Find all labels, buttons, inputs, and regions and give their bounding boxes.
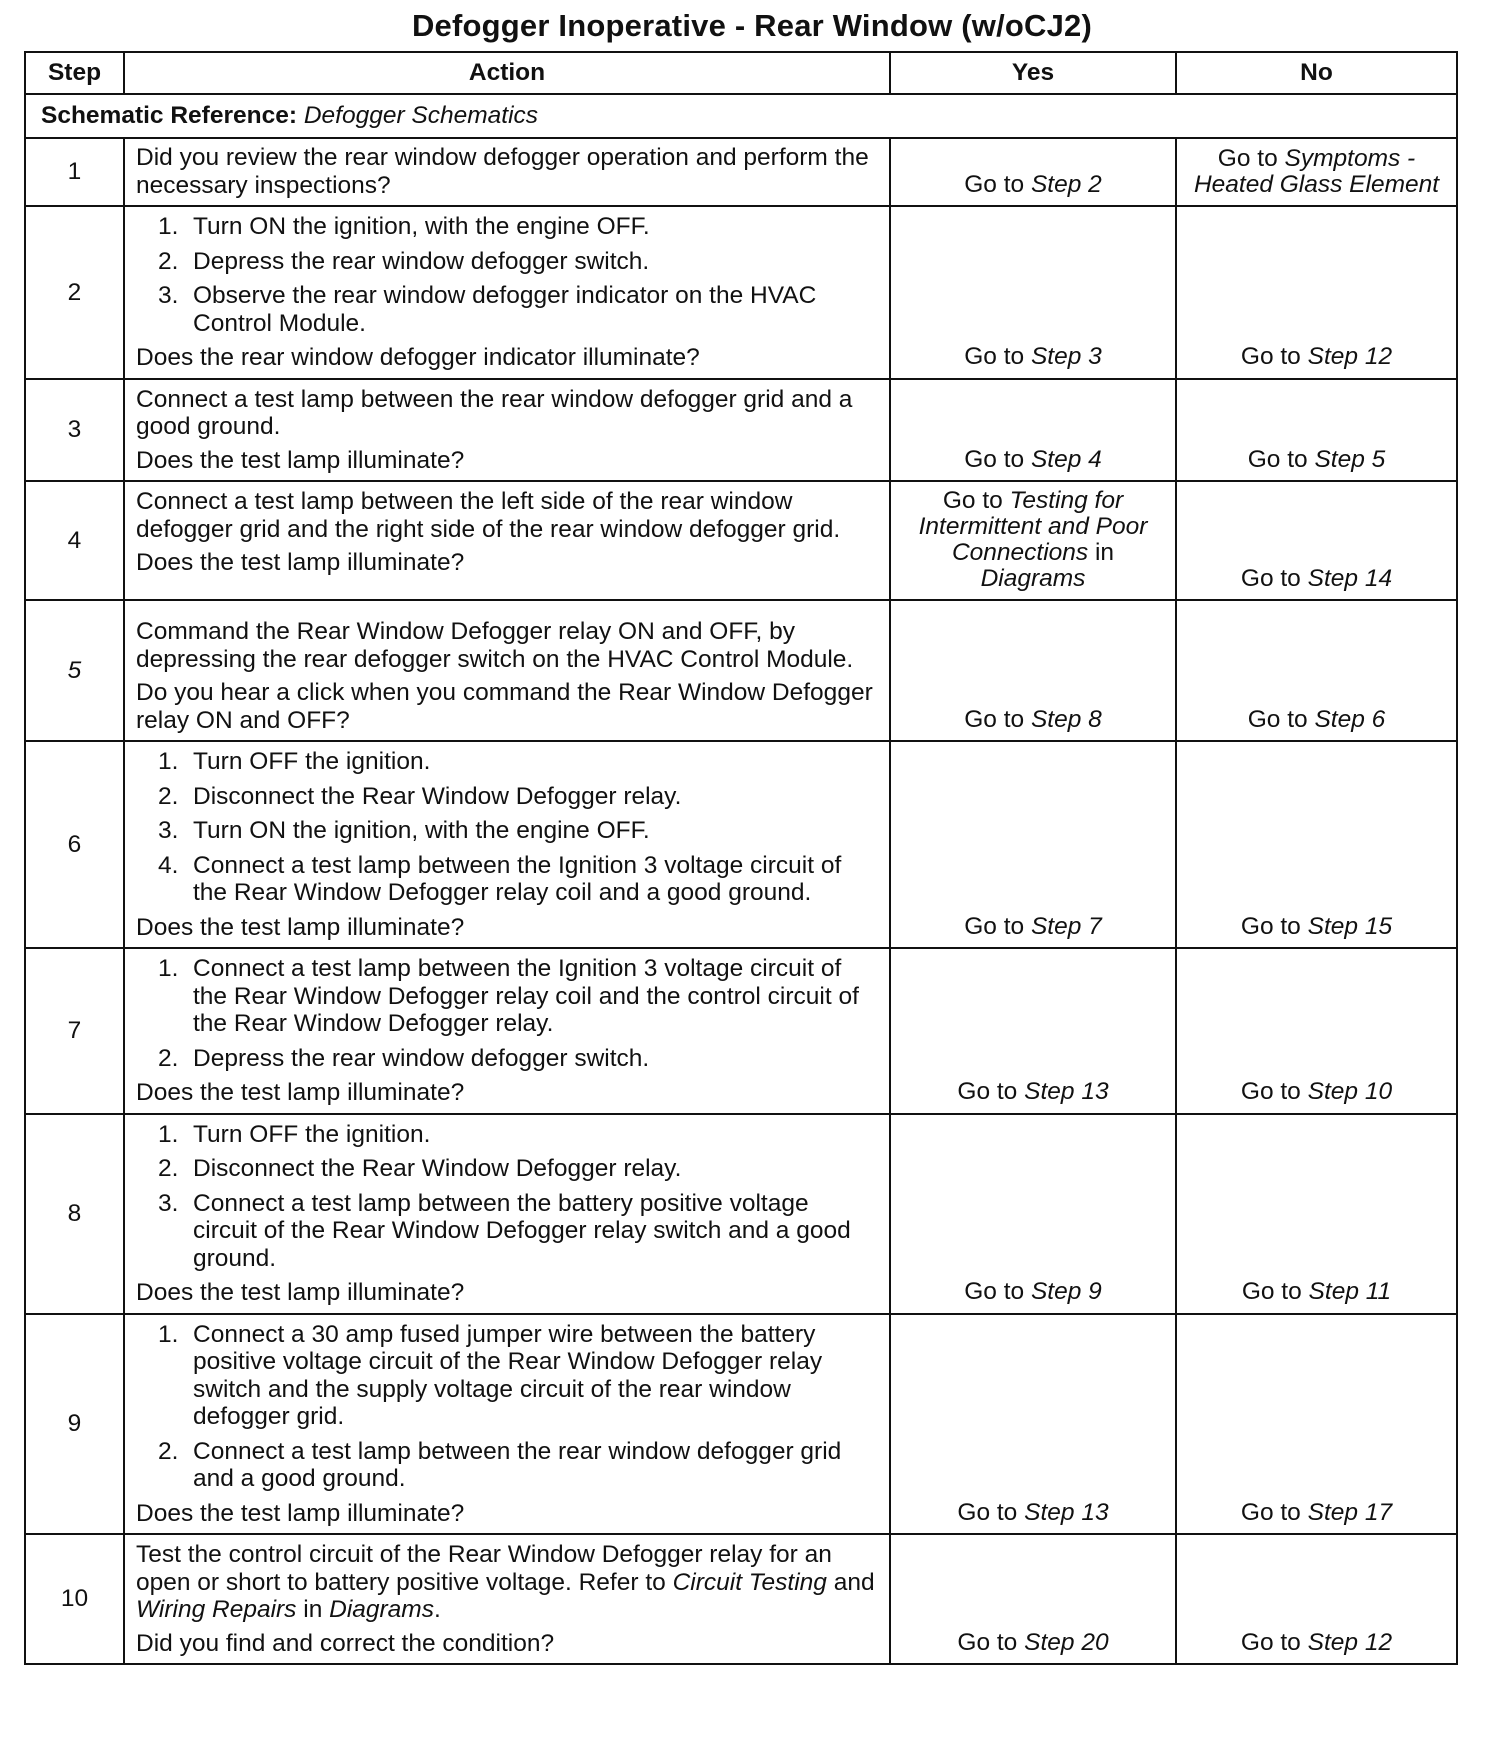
no-link[interactable]: Step 11 bbox=[1308, 1278, 1392, 1305]
no-link[interactable]: Step 12 bbox=[1307, 1628, 1393, 1656]
table-row bbox=[25, 1314, 1457, 1535]
step-number: 10 bbox=[25, 1534, 124, 1664]
diagrams-link[interactable]: Diagrams bbox=[329, 1596, 434, 1623]
list-item: 2. Disconnect the Rear Window Defogger relay. bbox=[158, 1155, 682, 1182]
list-item: 1. Connect a test lamp between the Ignition 3 voltage circuit of the Rear Window Defogger relay coil and the control circuit of the Rear Window Defogger relay. bbox=[158, 955, 859, 1037]
yes-link[interactable]: Step 2 bbox=[1030, 170, 1102, 198]
header-action: Action bbox=[124, 52, 890, 94]
question-text: Did you find and correct the condition? bbox=[136, 1629, 555, 1657]
no-cell: Go to Step 6 bbox=[1176, 600, 1457, 741]
yes-link[interactable]: Step 7 bbox=[1030, 912, 1102, 940]
no-link[interactable]: Step 17 bbox=[1307, 1498, 1393, 1526]
yes-cell: Go to Step 8 bbox=[890, 600, 1176, 741]
yes-cell: Go to Step 7 bbox=[890, 741, 1176, 948]
header-yes: Yes bbox=[890, 52, 1176, 94]
no-cell: Go to Step 5 bbox=[1176, 379, 1457, 482]
question-text: Does the test lamp illuminate? bbox=[136, 549, 465, 576]
list-item: 4. Connect a test lamp between the Ignition 3 voltage circuit of the Rear Window Defogger relay coil and a good ground. bbox=[158, 851, 842, 906]
step-list bbox=[136, 748, 879, 907]
list-item: 3. Connect a test lamp between the battery positive voltage circuit of the Rear Window Defogger relay switch and a good ground. bbox=[158, 1189, 851, 1272]
step-list bbox=[136, 955, 879, 1072]
question-text: Does the test lamp illuminate? bbox=[136, 913, 465, 941]
yes-cell: Go to Step 13 bbox=[890, 1314, 1176, 1535]
step-number: 9 bbox=[25, 1314, 124, 1535]
no-cell: Go to Step 11 bbox=[1176, 1114, 1457, 1314]
diagnostic-table bbox=[24, 51, 1458, 1665]
no-link[interactable]: Step 15 bbox=[1307, 912, 1393, 940]
no-cell: Go to Step 12 bbox=[1176, 1534, 1457, 1664]
question-text: Does the test lamp illuminate? bbox=[136, 1279, 465, 1306]
step-number: 7 bbox=[25, 948, 124, 1114]
yes-cell: Go to Testing for Intermittent and Poor Connections in Diagrams bbox=[890, 481, 1176, 600]
yes-cell: Go to Step 20 bbox=[890, 1534, 1176, 1664]
yes-cell: Go to Step 9 bbox=[890, 1114, 1176, 1314]
question-text: Does the test lamp illuminate? bbox=[136, 446, 465, 474]
action-text: Test the control circuit of the Rear Window Defogger relay for an open or short to battery positive voltage. Refer to Circuit Testing and Wiring Repairs in Diagrams. bbox=[136, 1541, 875, 1623]
yes-link[interactable]: Testing for Intermittent and Poor Connections bbox=[918, 487, 1148, 566]
step-number: 3 bbox=[25, 379, 124, 482]
action-text: Connect a test lamp between the rear window defogger grid and a good ground. bbox=[136, 385, 853, 440]
action-text: Connect a test lamp between the left side of the rear window defogger grid and the right side of the rear window defogger grid. bbox=[136, 488, 841, 543]
yes-link[interactable]: Step 8 bbox=[1030, 705, 1102, 733]
step-number: 2 bbox=[25, 206, 124, 379]
yes-link[interactable]: Step 9 bbox=[1030, 1278, 1102, 1305]
header-row bbox=[25, 52, 1457, 94]
action-cell bbox=[124, 206, 890, 379]
action-cell bbox=[124, 138, 890, 206]
action-cell bbox=[124, 948, 890, 1114]
yes-cell: Go to Step 4 bbox=[890, 379, 1176, 482]
no-cell: Go to Step 12 bbox=[1176, 206, 1457, 379]
list-item: 2. Connect a test lamp between the rear window defogger grid and a good ground. bbox=[158, 1437, 842, 1492]
no-cell bbox=[1176, 138, 1457, 206]
yes-cell: Go to Step 3 bbox=[890, 206, 1176, 379]
schematic-reference bbox=[25, 94, 1457, 138]
schematic-link[interactable]: Defogger Schematics bbox=[303, 102, 539, 130]
action-cell bbox=[124, 379, 890, 482]
action-cell bbox=[124, 1114, 890, 1314]
list-item: 1. Turn ON the ignition, with the engine OFF. bbox=[158, 213, 650, 240]
action-cell bbox=[124, 600, 890, 741]
table-row bbox=[25, 600, 1457, 741]
yes-cell bbox=[890, 138, 1176, 206]
list-item: 1. Connect a 30 amp fused jumper wire between the battery positive voltage circuit of the Rear Window Defogger relay switch and the supply voltage circuit of the rear window defogger grid. bbox=[158, 1320, 823, 1430]
action-cell bbox=[124, 1534, 890, 1664]
list-item: 3. Observe the rear window defogger indicator on the HVAC Control Module. bbox=[158, 282, 817, 337]
question-text: Does the test lamp illuminate? bbox=[136, 1079, 465, 1106]
yes-link[interactable]: Step 4 bbox=[1030, 445, 1102, 473]
no-link[interactable]: Step 5 bbox=[1314, 445, 1386, 473]
step-number: 1 bbox=[25, 138, 124, 206]
step-number: 6 bbox=[25, 741, 124, 948]
no-link[interactable]: Symptoms - bbox=[1284, 145, 1416, 172]
list-item: 1. Turn OFF the ignition. bbox=[158, 1120, 431, 1148]
question-text: Do you hear a click when you command the Rear Window Defogger relay ON and OFF? bbox=[136, 679, 873, 734]
no-link[interactable]: Step 14 bbox=[1307, 564, 1393, 592]
table-row bbox=[25, 481, 1457, 600]
wiring-repairs-link[interactable]: Wiring Repairs bbox=[136, 1596, 297, 1623]
schematic-row bbox=[25, 94, 1457, 138]
list-item: 2. Disconnect the Rear Window Defogger relay. bbox=[158, 782, 682, 810]
yes-link[interactable]: Step 20 bbox=[1024, 1628, 1109, 1656]
header-step: Step bbox=[25, 52, 124, 94]
schematic-label: Schematic Reference: bbox=[41, 102, 298, 130]
action-cell bbox=[124, 481, 890, 600]
yes-cell: Go to Step 13 bbox=[890, 948, 1176, 1114]
action-text: Command the Rear Window Defogger relay ON and OFF, by depressing the rear defogger switch on the HVAC Control Module. bbox=[136, 618, 854, 673]
yes-link-2[interactable]: Diagrams bbox=[980, 565, 1086, 592]
header-no: No bbox=[1176, 52, 1457, 94]
action-cell bbox=[124, 741, 890, 948]
no-link[interactable]: Step 12 bbox=[1307, 343, 1393, 370]
action-cell bbox=[124, 1314, 890, 1535]
step-list bbox=[136, 1321, 879, 1493]
yes-prefix: Go to bbox=[964, 170, 1031, 198]
step-list bbox=[136, 213, 879, 337]
list-item: 3. Turn ON the ignition, with the engine OFF. bbox=[158, 817, 650, 844]
step-number: 4 bbox=[25, 481, 124, 600]
list-item: 2. Depress the rear window defogger switch. bbox=[158, 1044, 650, 1072]
no-cell: Go to Step 10 bbox=[1176, 948, 1457, 1114]
list-item: 1. Turn OFF the ignition. bbox=[158, 748, 431, 775]
step-number: 8 bbox=[25, 1114, 124, 1314]
no-cell: Go to Step 15 bbox=[1176, 741, 1457, 948]
no-link[interactable]: Step 10 bbox=[1307, 1078, 1393, 1105]
circuit-testing-link[interactable]: Circuit Testing bbox=[672, 1568, 827, 1596]
question-text: Does the test lamp illuminate? bbox=[136, 1499, 465, 1527]
no-cell: Go to Step 14 bbox=[1176, 481, 1457, 600]
table-row bbox=[25, 1534, 1457, 1664]
step-number: 5 bbox=[25, 600, 124, 741]
page-title: Defogger Inoperative - Rear Window (w/oCJ2) bbox=[411, 8, 1093, 43]
list-item: 2. Depress the rear window defogger switch. bbox=[158, 247, 650, 275]
table-row bbox=[25, 206, 1457, 379]
no-cell: Go to Step 17 bbox=[1176, 1314, 1457, 1535]
table-row bbox=[25, 138, 1457, 206]
question-text: Does the rear window defogger indicator illuminate? bbox=[136, 344, 700, 371]
table-row bbox=[25, 1114, 1457, 1314]
yes-link[interactable]: Step 13 bbox=[1024, 1498, 1109, 1526]
yes-link[interactable]: Step 3 bbox=[1030, 343, 1102, 370]
table-row bbox=[25, 379, 1457, 482]
table-row bbox=[25, 741, 1457, 948]
action-text: Did you review the rear window defogger operation and perform the necessary inspections? bbox=[136, 144, 869, 199]
no-link-line2[interactable]: Heated Glass Element bbox=[1193, 171, 1440, 198]
no-link[interactable]: Step 6 bbox=[1314, 705, 1386, 733]
table-row bbox=[25, 948, 1457, 1114]
yes-link[interactable]: Step 13 bbox=[1024, 1078, 1109, 1105]
step-list bbox=[136, 1121, 879, 1273]
no-prefix: Go to bbox=[1217, 145, 1285, 172]
